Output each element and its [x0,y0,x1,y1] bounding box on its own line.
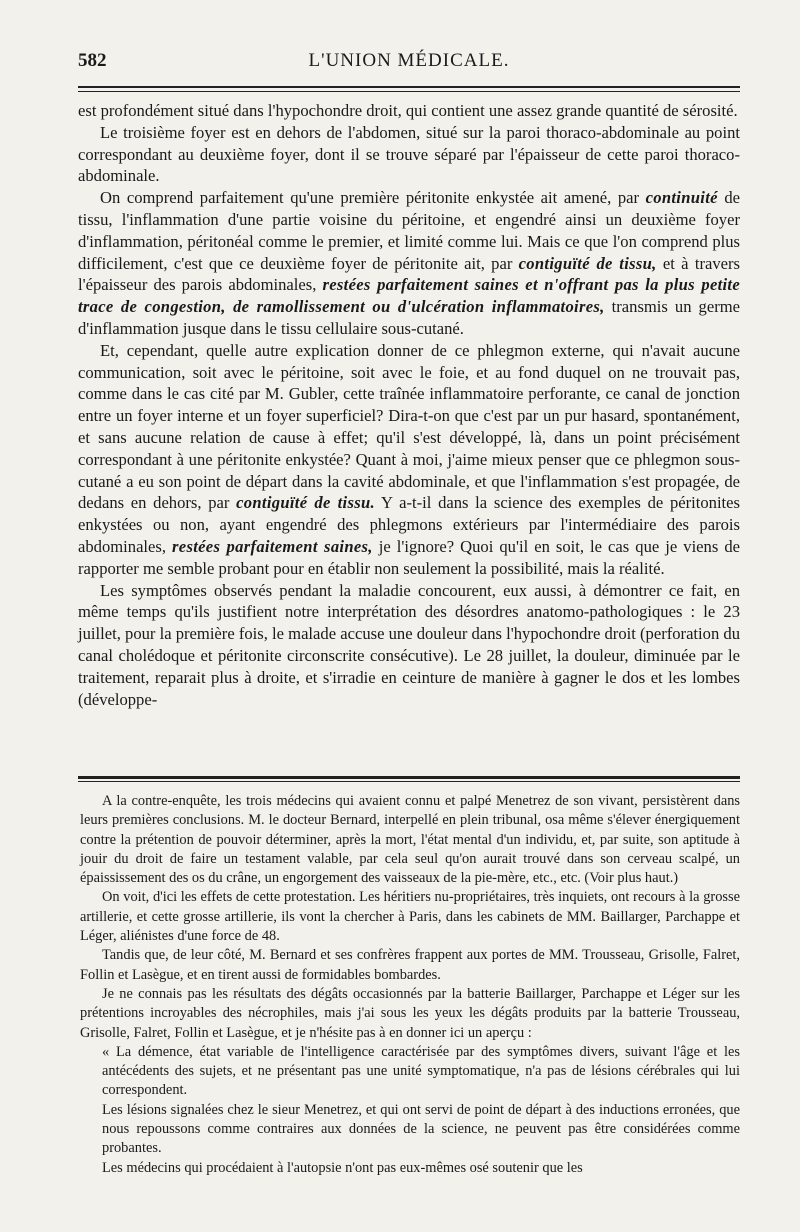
page-header [78,46,740,78]
main-text [78,100,740,710]
italic-restees-saines: restées parfaitement saines et n'offrant pas la plus petite trace de congestion, de ramollissement ou d'ulcération inflammatoires, [78,275,741,317]
note-paragraph-1: A la contre-enquête, les trois médecins qui avaient connu et palpé Menetrez de son vivant, persistèrent dans leurs premières conclusions. M. le docteur Bernard, interpellé en plein tribunal, osa même s'élever énergiquement contre la prétention de pouvoir déterminer, après la mort, l'état mental d'un individu, et, par suite, son aptitude à jouir du droit de faire un testament valable, par cela seul qu'on aurait trouvé dans son cerveau scalpé, un épaississement des os du crâne, un engorgement des vaisseaux de la pie-mère, etc., etc. (Voir plus haut.) [80,793,740,887]
paragraph-4: Et, cependant, quelle autre explication donner de ce phlegmon externe, qui n'avait aucune communication, soit avec le péritoine, soit avec le foie, et au fond duquel on ne trouvait pas, comme dans le cas cité par M. Gubler, cette traînée inflammatoire perforante, ce canal de jonction entre un foyer interne et un foyer superficiel? Dira-t-on que c'est par un pur hasard, spontanément, et sans aucune relation de cause à effet; qu'il s'est développé, là, dans un point précisément correspondant à une péritonite enkystée? Quant à moi, j'aime mieux penser que ce phlegmon sous-cutané a eu son point de départ dans la cavité abdominale, et que l'inflammation s'est propagée, de dedans en dehors, par contiguïté de tissu. Y a-t-il dans la science des exemples de péritonites enkystées ou non, ayant engendré des phlegmons extérieurs par l'intermédiaire des parois abdominales, restées parfaitement saines, je l'ignore? Quoi qu'il en soit, le cas que je viens de rapporter me semble probant pour en établir non seulement la possibilité, mais la réalité. [78,340,740,578]
paragraph-2: Le troisième foyer est en dehors de l'abdomen, situé sur la paroi thoraco-abdominale au point correspondant au deuxième foyer, dont il se trouve séparé par l'épaisseur de cette paroi thoraco-abdominale. [78,122,740,186]
quote-3: Les médecins qui procédaient à l'autopsie n'ont pas eux-mêmes osé soutenir que les [102,1159,583,1176]
quote-1: « La démence, état variable de l'intelligence caractérisée par des symptômes divers, suivant l'âge et les antécédents des sujets, et ne présentant pas une unité symptomatique, n'a pas de lésions cérébrales qui lui correspondent. [102,1043,740,1099]
footnote-text [80,792,740,1178]
footnote-rule [78,776,740,782]
paragraph-5: Les symptômes observés pendant la maladie concourent, eux aussi, à démontrer ce fait, en même temps qu'ils justifient notre interprétation des désordres anatomo-pathologiques : le 23 juillet, pour la première fois, le malade accuse une douleur dans l'hypochondre droit (perforation du canal cholédoque et péritonite circonscrite consécutive). Le 28 juillet, la douleur, diminuée par le traitement, reparait plus à droite, et s'irradie en ceinture de manière à gagner le dos et les lombes (développe- [78,580,740,709]
running-title: L'UNION MÉDICALE. [308,50,510,71]
note-paragraph-2: On voit, d'ici les effets de cette protestation. Les héritiers nu-propriétaires, très inquiets, ont recours à la grosse artillerie, et cette grosse artillerie, ils vont la chercher à Paris, dans les cabinets de MM. Baillarger, Parchappe et Léger, aliénistes d'une force de 48. [80,889,740,945]
italic-continuite: continuité [645,188,718,208]
header-rule [78,86,740,92]
quote-2: Les lésions signalées chez le sieur Menetrez, et qui ont servi de point de départ à des inductions erronées, que nous repoussons comme contraires aux données de la science, ne peuvent pas être considérées comme probantes. [102,1101,740,1157]
italic-contiguite: contiguïté de tissu, [518,253,657,273]
italic-restees-saines-2: restées parfaitement saines, [172,536,373,556]
note-paragraph-3: Tandis que, de leur côté, M. Bernard et ses confrères frappent aux portes de MM. Trousseau, Grisolle, Falret, Follin et Lasègue, et en tirent aussi de formidables bombardes. [80,947,740,983]
paragraph-3: On comprend parfaitement qu'une première péritonite enkystée ait amené, par continuité de tissu, l'inflammation d'une partie voisine du péritoine, et engendré ainsi un deuxième foyer d'inflammation, péritonéal comme le premier, et limité comme lui. Mais ce que l'on comprend plus difficilement, c'est que ce deuxième foyer de péritonite ait, par contiguïté de tissu, et à travers l'épaisseur des parois abdominales, restées parfaitement saines et n'offrant pas la plus petite trace de congestion, de ramollissement ou d'ulcération inflammatoires, transmis un germe d'inflammation jusque dans le tissu cellulaire sous-cutané. [78,188,741,338]
italic-contiguite-2: contiguïté de tissu. [236,493,375,513]
note-paragraph-4: Je ne connais pas les résultats des dégâts occasionnés par la batterie Baillarger, Parchappe et Léger sur les prétentions incroyables des nécrophiles, mais j'ai sous les yeux les dégâts produits par la batterie Trousseau, Grisolle, Falret, Follin et Lasègue, et je n'hésite pas à en donner ici un aperçu : [80,985,740,1041]
page-number: 582 [78,50,107,71]
paragraph-1: est profondément situé dans l'hypochondre droit, qui contient une assez grande quantité de sérosité. [78,101,738,120]
